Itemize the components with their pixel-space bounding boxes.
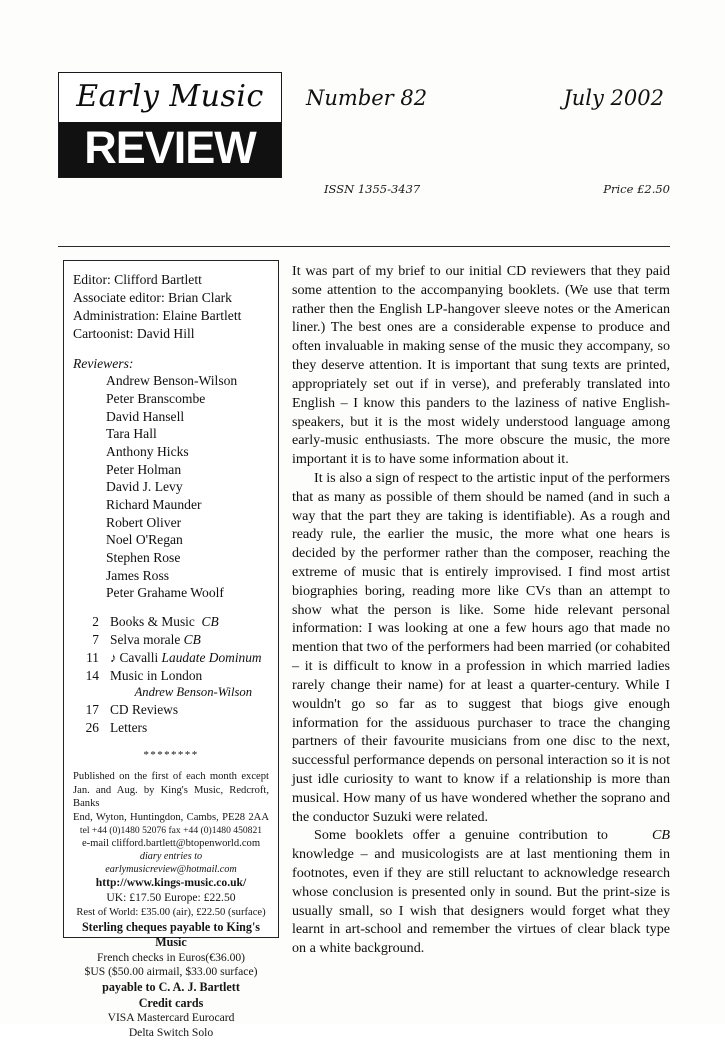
toc-entry-title: Selva morale CB	[110, 631, 201, 647]
publication-info	[73, 770, 269, 1040]
payment-payable-to: payable to C. A. J. Bartlett	[102, 980, 240, 995]
table-of-contents	[73, 613, 269, 736]
editorial-article	[292, 262, 670, 958]
toc-page-number: 14	[85, 667, 99, 683]
toc-signature: CB	[201, 614, 219, 630]
masthead-bottom	[59, 122, 281, 177]
masthead-title-review: REVIEW	[84, 122, 256, 173]
list-item: Robert Oliver	[106, 514, 182, 530]
music-note-icon: ♪	[110, 649, 117, 665]
toc-page-number: 7	[92, 631, 99, 647]
toc-page-number: 2	[92, 614, 99, 630]
list-item: James Ross	[106, 567, 170, 583]
toc-entry[interactable]	[73, 701, 269, 719]
subscription-rates-world: Rest of World: £35.00 (air), £22.50 (surface)	[76, 907, 266, 919]
staff-list	[73, 271, 269, 343]
issue-line	[306, 86, 670, 110]
list-item: Peter Grahame Woolf	[106, 585, 224, 601]
list-item: David J. Levy	[106, 479, 183, 495]
list-item: Peter Holman	[106, 461, 182, 477]
publication-website[interactable]: http://www.kings-music.co.uk/	[95, 876, 247, 890]
toc-signature: CB	[183, 631, 201, 647]
staff-administration: Administration: Elaine Bartlett	[73, 308, 242, 324]
payment-sterling-cheques: Sterling cheques payable to King's Music	[81, 919, 261, 950]
reviewers-list	[73, 372, 269, 602]
list-item: Richard Maunder	[106, 497, 202, 513]
toc-entry-title: CD Reviews	[110, 701, 179, 717]
issn-text: ISSN 1355-3437	[324, 182, 421, 196]
credit-cards-line-1: VISA Mastercard Eurocard	[107, 1011, 235, 1025]
masthead-logo	[58, 72, 282, 178]
sidebar-masthead-box	[63, 260, 279, 1040]
list-item: Tara Hall	[106, 426, 157, 442]
masthead-title-early-music: Early Music	[76, 79, 264, 114]
publication-line-1: Published on the first of each month except	[73, 771, 269, 783]
toc-page-number: 17	[85, 701, 99, 717]
toc-entry[interactable]	[73, 649, 269, 667]
publication-phone-fax: tel +44 (0)1480 52076 fax +44 (0)1480 450821	[79, 824, 263, 836]
toc-page-number: 26	[85, 719, 99, 735]
publication-diary-email[interactable]: diary entries to earlymusicreview@hotmail.com	[105, 851, 237, 876]
toc-entry-title: ♪ Cavalli Laudate Dominum	[110, 649, 262, 665]
toc-entry[interactable]	[73, 719, 269, 737]
payment-french-checks: French checks in Euros(€36.00)	[96, 950, 246, 964]
publication-line-2: Jan. and Aug. by King's Music, Redcroft, Banks	[73, 784, 269, 810]
subscription-rates-uk-europe: UK: £17.50 Europe: £22.50	[106, 891, 236, 905]
toc-entry-byline: Andrew Benson-Wilson	[134, 685, 252, 700]
toc-entry-title: Letters	[110, 719, 148, 735]
payment-usd: $US ($50.00 airmail, $33.00 surface)	[84, 965, 258, 979]
credit-cards-line-2: Delta Switch Solo	[128, 1026, 214, 1040]
reviewers-heading: Reviewers:	[73, 356, 134, 372]
list-item: Peter Branscombe	[106, 390, 206, 406]
staff-editor: Editor: Clifford Bartlett	[73, 272, 202, 287]
staff-cartoonist: Cartoonist: David Hill	[73, 326, 195, 342]
price-text: Price £2.50	[603, 182, 670, 196]
toc-entry[interactable]	[73, 631, 269, 649]
header-divider-rule	[58, 246, 670, 247]
staff-associate-editor: Associate editor: Brian Clark	[73, 290, 232, 306]
issue-date: July 2002	[563, 86, 664, 110]
toc-entry-title-italic: Laudate Dominum	[161, 649, 262, 665]
asterisk-divider: ********	[143, 749, 199, 762]
toc-entry-title: Music in London	[110, 667, 203, 683]
list-item: Noel O'Regan	[106, 532, 183, 548]
publication-email[interactable]: e-mail clifford.bartlett@btopenworld.com	[81, 837, 261, 849]
issn-price-line	[324, 182, 670, 196]
toc-entry-title: Books & Music CB	[110, 614, 219, 630]
article-paragraph-1: It was part of my brief to our initial CD reviewers that they paid some attention to the accompanying booklets. (We use that term rather then the English LP-hangover sleeve notes or the American liner.) The best ones are a considerable expense to produce and often invaluable in making sense of the music they accompany, so they deserve attention. It is important that sung texts are printed, appropriately set out if in verse), and preferably translated into English – I know this panders to the laziness of native English-speakers, but it is the most widely understood language among early-music enthusiasts. The more obscure the music, the more important it is to have some information about it.	[292, 263, 670, 468]
list-item: David Hansell	[106, 408, 185, 424]
publication-line-3: End, Wyton, Huntingdon, Cambs, PE28 2AA	[73, 812, 269, 824]
page-header	[58, 72, 670, 212]
toc-entry[interactable]	[73, 667, 269, 685]
credit-cards-heading: Credit cards	[138, 995, 204, 1010]
article-paragraph-3: CB Some booklets offer a genuine contribution to knowledge – and musicologists are at last mentioning them in footnotes, even if they are still reluctant to acknowledge research whose conclusion is presented only in sound. But the print-size is usually small, so I wish that designers would forget what they learnt in art-school and remember the virtues of clear black type on a white background.	[292, 827, 670, 957]
masthead-top	[59, 73, 281, 122]
issue-number: Number 82	[306, 86, 428, 110]
list-item: Anthony Hicks	[106, 444, 189, 459]
article-signature: CB	[651, 827, 670, 844]
toc-entry[interactable]	[73, 613, 269, 631]
toc-page-number: 11	[86, 649, 99, 665]
list-item: Andrew Benson-Wilson	[106, 373, 238, 389]
list-item: Stephen Rose	[106, 550, 181, 566]
article-paragraph-2: It is also a sign of respect to the artistic input of the performers that as many as possible of them should be named (and in such a way that the part they are taking is identifiable). As a rough and ready rule, the earlier the music, the more what one hears is decided by the performer rather than the composer, reaching the extreme of music that is entirely improvised. I find most artist biographies boring, reading more like CVs than an attempt to show what the person is like. Some hide relevant personal information: I was looking at one a few hours ago that made no mention that two of the performers had been married (or cohabited – it is difficult to know in a profession in which married ladies rarely change their name) for at least a quarter-century. While I wouldn't go so far as to suggest that biogs give enough information for the assiduous purchaser to trace the changing partners of their favourite musicians from one disc to the next, successful performance depends on personal interaction so it is not just idle curiosity to want to know if a relationship is more than musical. How many of us have wondered whether the soprano and the conductor Suzuki were related.	[292, 469, 670, 825]
